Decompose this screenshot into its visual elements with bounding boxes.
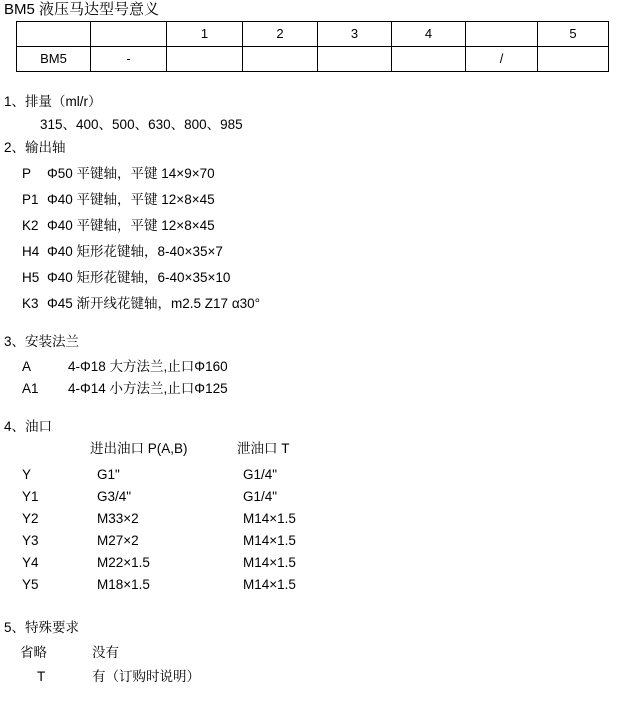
- special-req-row-code: 省略: [20, 645, 47, 660]
- table-cell: 1: [167, 22, 243, 47]
- special-req-row-value: 没有: [92, 645, 119, 660]
- flange-row-code: A1: [22, 381, 39, 396]
- oil-port-row-code: Y: [22, 467, 32, 482]
- special-req-row-code: T: [37, 669, 46, 684]
- oil-port-row-drain: G1/4": [243, 489, 278, 504]
- shaft-row-code: H5: [22, 270, 40, 285]
- oil-port-row-code: Y4: [22, 555, 39, 570]
- section-heading-displacement: 1、排量（ml/r）: [4, 94, 102, 109]
- shaft-row-code: K2: [22, 218, 39, 233]
- table-cell: [538, 47, 609, 72]
- shaft-row-code: P: [22, 166, 32, 181]
- shaft-row-value: Φ45 渐开线花键轴，m2.5 Z17 α30°: [47, 296, 261, 311]
- oil-port-column-header-inlet-outlet: 进出油口 P(A,B): [90, 441, 188, 456]
- shaft-row-code: H4: [22, 244, 40, 259]
- table-cell: [17, 22, 91, 47]
- oil-port-row-inlet: G3/4": [97, 489, 132, 504]
- shaft-row-value: Φ50 平键轴，平键 14×9×70: [47, 166, 215, 181]
- displacement-values: 315、400、500、630、800、985: [40, 117, 243, 132]
- section-heading-special-requirements: 5、特殊要求: [4, 620, 80, 635]
- oil-port-row-drain: M14×1.5: [243, 511, 296, 526]
- table-row: [17, 22, 609, 47]
- oil-port-row-inlet: M33×2: [97, 511, 139, 526]
- flange-row-value: 4-Φ18 大方法兰,止口Φ160: [68, 359, 228, 374]
- model-code-table: [16, 21, 609, 72]
- oil-port-row-inlet: M18×1.5: [97, 577, 150, 592]
- oil-port-row-inlet: G1": [97, 467, 120, 482]
- oil-port-row-code: Y1: [22, 489, 39, 504]
- section-heading-mounting-flange: 3、安装法兰: [4, 334, 80, 349]
- table-cell: -: [91, 47, 167, 72]
- oil-port-row-inlet: M22×1.5: [97, 555, 150, 570]
- table-cell: /: [466, 47, 538, 72]
- oil-port-row-drain: M14×1.5: [243, 533, 296, 548]
- table-cell: 4: [392, 22, 466, 47]
- oil-port-column-header-drain: 泄油口 T: [237, 441, 290, 456]
- shaft-row-value: Φ40 矩形花键轴，6-40×35×10: [47, 270, 231, 285]
- shaft-row-value: Φ40 平键轴，平键 12×8×45: [47, 192, 215, 207]
- table-cell: [466, 22, 538, 47]
- table-cell: [91, 22, 167, 47]
- oil-port-row-code: Y5: [22, 577, 39, 592]
- oil-port-row-drain: M14×1.5: [243, 555, 296, 570]
- table-row: [17, 47, 609, 72]
- table-cell: [167, 47, 243, 72]
- shaft-row-value: Φ40 矩形花键轴，8-40×35×7: [47, 244, 223, 259]
- oil-port-row-drain: M14×1.5: [243, 577, 296, 592]
- table-cell: [318, 47, 392, 72]
- oil-port-row-drain: G1/4": [243, 467, 278, 482]
- table-cell: BM5: [17, 47, 91, 72]
- special-req-row-value: 有（订购时说明）: [92, 669, 200, 684]
- page-title: BM5 液压马达型号意义: [4, 1, 160, 18]
- shaft-row-code: P1: [22, 192, 39, 207]
- table-cell: 2: [243, 22, 318, 47]
- flange-row-code: A: [22, 359, 32, 374]
- oil-port-row-inlet: M27×2: [97, 533, 139, 548]
- table-cell: [392, 47, 466, 72]
- table-cell: 3: [318, 22, 392, 47]
- flange-row-value: 4-Φ14 小方法兰,止口Φ125: [68, 381, 228, 396]
- section-heading-output-shaft: 2、输出轴: [4, 140, 66, 155]
- oil-port-row-code: Y2: [22, 511, 39, 526]
- table-cell: 5: [538, 22, 609, 47]
- oil-port-row-code: Y3: [22, 533, 39, 548]
- shaft-row-code: K3: [22, 296, 39, 311]
- section-heading-oil-port: 4、油口: [4, 419, 53, 434]
- table-cell: [243, 47, 318, 72]
- shaft-row-value: Φ40 平键轴，平键 12×8×45: [47, 218, 215, 233]
